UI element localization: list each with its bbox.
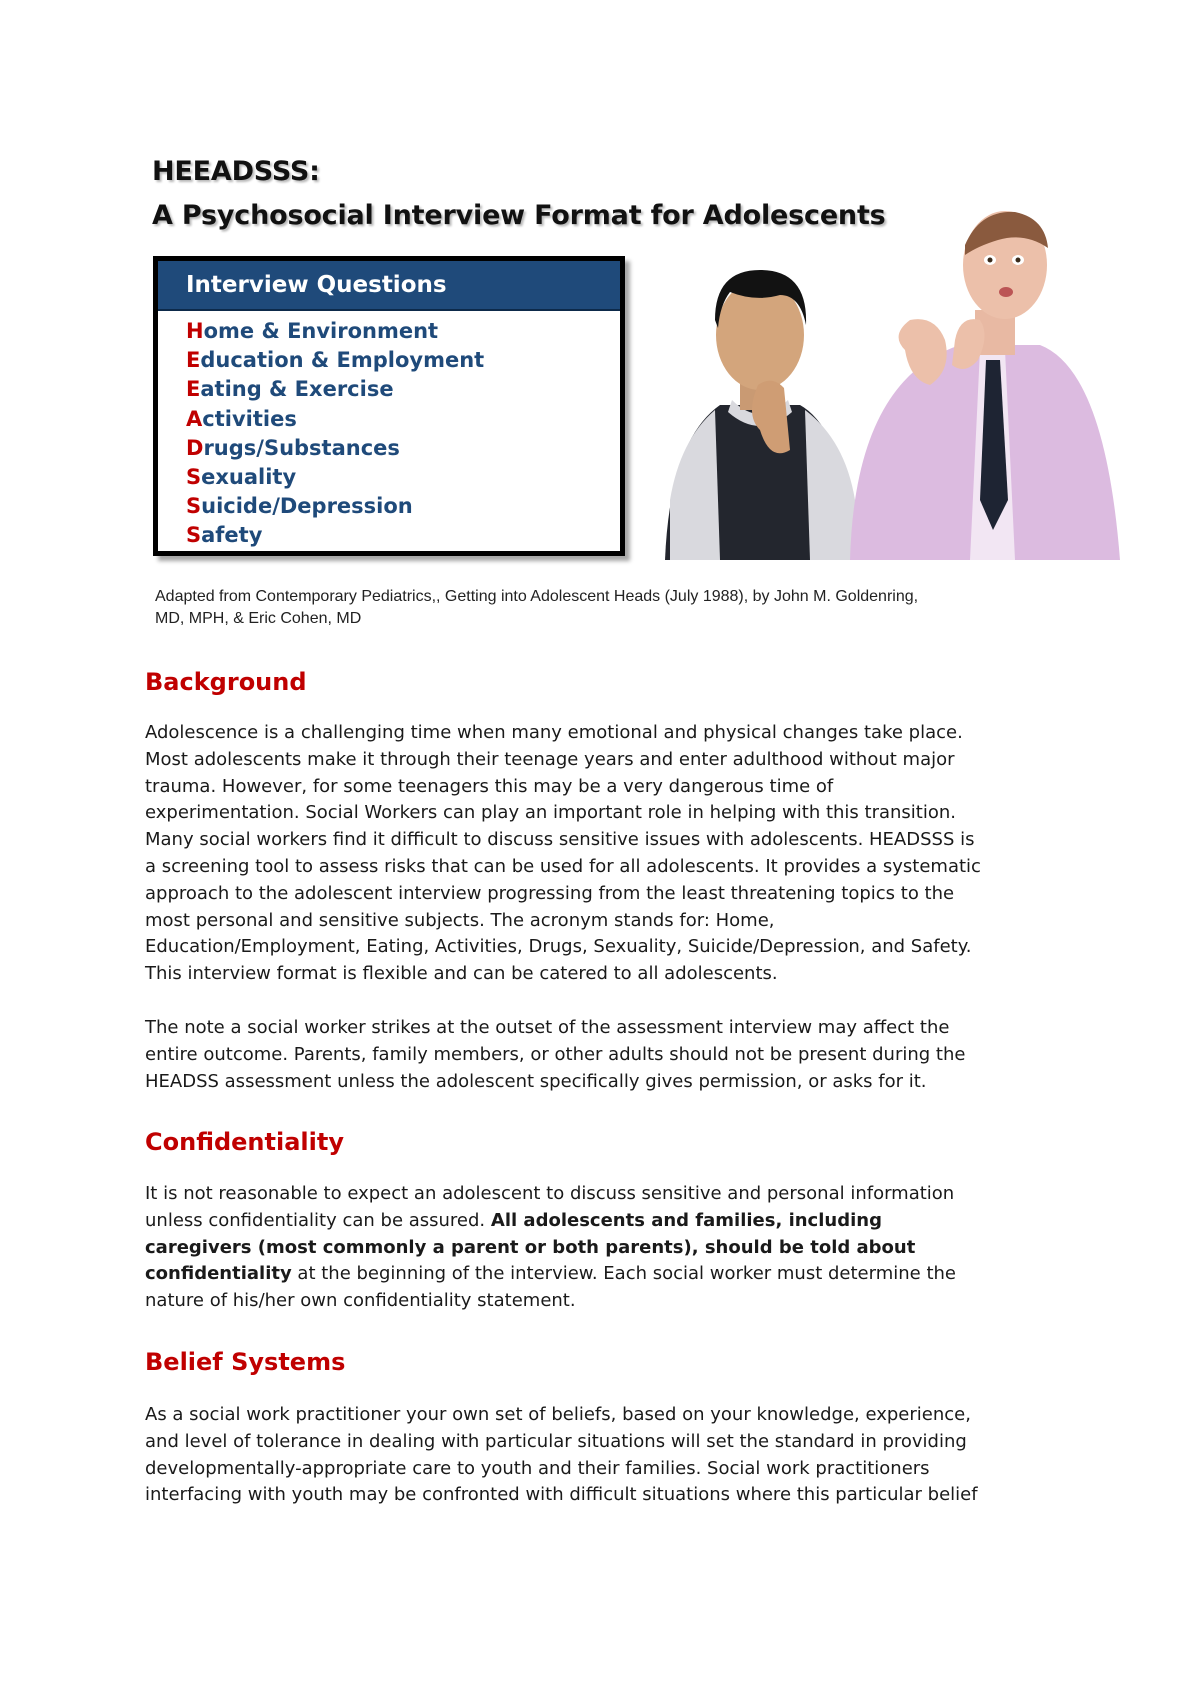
list-item: Drugs/Substances bbox=[186, 435, 400, 460]
text-line: This interview format is flexible and can be catered to all adolescents. bbox=[145, 963, 778, 985]
interview-questions-box bbox=[153, 256, 625, 556]
interview-questions-header: Interview Questions bbox=[158, 261, 620, 311]
text-line: unless confidentiality can be assured. All adolescents and families, including bbox=[145, 1209, 882, 1231]
text-line: As a social work practitioner your own set of beliefs, based on your knowledge, experience, bbox=[145, 1404, 971, 1425]
source-caption bbox=[155, 586, 1095, 630]
list-item: Eating & Exercise bbox=[186, 377, 394, 402]
teen-figure bbox=[665, 270, 860, 560]
list-item: Education & Employment bbox=[186, 348, 485, 373]
list-item: Sexuality bbox=[186, 465, 297, 490]
text-line: Adolescence is a challenging time when many emotional and physical changes take place. bbox=[145, 722, 963, 743]
interview-questions-list bbox=[158, 311, 620, 551]
text-line: trauma. However, for some teenagers this may be a very dangerous time of bbox=[145, 775, 834, 797]
background-heading: Background bbox=[145, 668, 307, 696]
text-line: approach to the adolescent interview progressing from the least threatening topics to the bbox=[145, 882, 955, 904]
text-line: developmentally-appropriate care to youth and their families. Social work practitioners bbox=[145, 1457, 930, 1479]
text-line: a screening tool to assess risks that can be used for all adolescents. It provides a systematic bbox=[145, 855, 981, 877]
list-item: Home & Environment bbox=[186, 319, 439, 343]
background-paragraph-2 bbox=[145, 1015, 1065, 1095]
people-illustration bbox=[660, 200, 1130, 560]
adult-figure bbox=[850, 211, 1120, 560]
belief-systems-paragraph bbox=[145, 1402, 1065, 1509]
text-line: It is not reasonable to expect an adolescent to discuss sensitive and personal information bbox=[145, 1183, 955, 1204]
confidentiality-paragraph bbox=[145, 1181, 1065, 1315]
text-line: Education/Employment, Eating, Activities, Drugs, Sexuality, Suicide/Depression, and Safety. bbox=[145, 936, 972, 958]
text-line: entire outcome. Parents, family members, or other adults should not be present during the bbox=[145, 1043, 966, 1065]
text-line: most personal and sensitive subjects. The acronym stands for: Home, bbox=[145, 909, 775, 931]
title-line-2: A Psychosocial Interview Format for Adolescents bbox=[152, 200, 886, 231]
text-line: confidentiality at the beginning of the interview. Each social worker must determine the bbox=[145, 1263, 956, 1285]
belief-systems-heading: Belief Systems bbox=[145, 1348, 346, 1376]
text-line: Many social workers find it difficult to discuss sensitive issues with adolescents. HEADSSS is bbox=[145, 829, 975, 851]
text-line: HEADSS assessment unless the adolescent specifically gives permission, or asks for it. bbox=[145, 1070, 927, 1092]
text-line: experimentation. Social Workers can play an important role in helping with this transition. bbox=[145, 802, 957, 824]
list-item: Activities bbox=[186, 406, 297, 431]
list-item: Suicide/Depression bbox=[186, 494, 413, 519]
background-paragraph-1 bbox=[145, 720, 1065, 988]
text-line: interfacing with youth may be confronted with difficult situations where this particular belief bbox=[145, 1484, 978, 1506]
text-line: Most adolescents make it through their teenage years and enter adulthood without major bbox=[145, 748, 955, 770]
caption-line-1: Adapted from Contemporary Pediatrics,, Getting into Adolescent Heads (July 1988), by John M. Goldenring, bbox=[155, 588, 919, 605]
text-line: The note a social worker strikes at the outset of the assessment interview may affect the bbox=[145, 1017, 950, 1038]
text-line: caregivers (most commonly a parent or both parents), should be told about bbox=[145, 1236, 916, 1258]
caption-line-2: MD, MPH, & Eric Cohen, MD bbox=[155, 610, 362, 627]
text-line: and level of tolerance in dealing with particular situations will set the standard in providing bbox=[145, 1430, 967, 1452]
list-item: Safety bbox=[186, 523, 263, 548]
title-line-1: HEEADSSS: bbox=[152, 156, 320, 187]
confidentiality-heading: Confidentiality bbox=[145, 1128, 344, 1156]
text-line: nature of his/her own confidentiality statement. bbox=[145, 1290, 576, 1312]
